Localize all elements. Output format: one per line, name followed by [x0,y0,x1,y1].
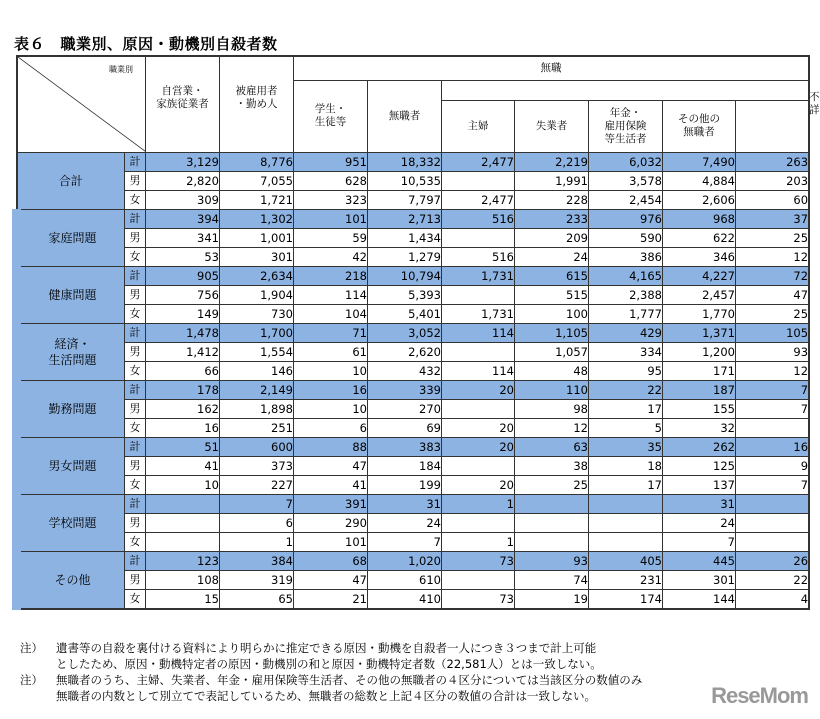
value-cell: 2,454 [589,190,663,209]
value-cell [442,285,515,304]
gender-label: 女 [125,589,146,609]
value-cell: 262 [663,437,736,456]
table-row [17,285,809,304]
value-cell: 53 [146,247,220,266]
value-cell: 162 [146,399,220,418]
value-cell: 114 [442,323,515,342]
value-cell [589,513,663,532]
value-cell: 429 [589,323,663,342]
value-cell: 95 [589,361,663,380]
gender-label: 女 [125,247,146,266]
value-cell: 410 [368,589,442,609]
value-cell: 301 [220,247,294,266]
value-cell: 25 [736,304,809,323]
value-cell: 1,434 [368,228,442,247]
value-cell: 101 [294,209,368,228]
value-cell: 20 [442,475,515,494]
value-cell: 3,052 [368,323,442,342]
value-cell: 516 [442,247,515,266]
value-cell: 123 [146,551,220,570]
value-cell: 98 [515,399,589,418]
value-cell: 1,302 [220,209,294,228]
value-cell: 2,606 [663,190,736,209]
value-cell: 1,991 [515,171,589,190]
value-cell: 19 [515,589,589,609]
value-cell: 93 [736,342,809,361]
value-cell [146,532,220,551]
value-cell: 71 [294,323,368,342]
table-row [17,551,809,570]
gender-label: 男 [125,399,146,418]
value-cell: 1,020 [368,551,442,570]
value-cell: 756 [146,285,220,304]
table-row [17,304,809,323]
table-row [17,190,809,209]
value-cell: 5,401 [368,304,442,323]
value-cell: 622 [663,228,736,247]
value-cell: 227 [220,475,294,494]
value-cell: 968 [663,209,736,228]
value-cell: 7 [736,399,809,418]
value-cell: 144 [663,589,736,609]
value-cell: 2,149 [220,380,294,399]
value-cell: 25 [515,475,589,494]
value-cell: 1 [442,532,515,551]
value-cell: 2,713 [368,209,442,228]
value-cell: 61 [294,342,368,361]
value-cell: 51 [146,437,220,456]
table-row [17,209,809,228]
gender-label: 男 [125,285,146,304]
value-cell: 171 [663,361,736,380]
value-cell: 1,412 [146,342,220,361]
category-label: その他 [17,551,125,609]
value-cell: 905 [146,266,220,285]
value-cell: 18 [589,456,663,475]
value-cell: 187 [663,380,736,399]
subgroup-spacer [442,80,809,100]
value-cell: 233 [515,209,589,228]
value-cell: 105 [736,323,809,342]
value-cell: 17 [589,399,663,418]
value-cell: 2,457 [663,285,736,304]
gender-label: 男 [125,513,146,532]
table-row [17,437,809,456]
value-cell [515,532,589,551]
table-row [17,532,809,551]
table-row [17,380,809,399]
value-cell: 37 [736,209,809,228]
gender-label: 男 [125,342,146,361]
col-job-seeker: 失業者 [515,100,589,152]
value-cell: 1,721 [220,190,294,209]
value-cell: 155 [663,399,736,418]
value-cell: 101 [294,532,368,551]
gender-label: 計 [125,380,146,399]
value-cell: 15 [146,589,220,609]
value-cell: 18,332 [368,152,442,171]
value-cell [736,532,809,551]
gender-label: 計 [125,152,146,171]
value-cell: 1,001 [220,228,294,247]
value-cell [146,494,220,513]
table-row [17,361,809,380]
value-cell: 88 [294,437,368,456]
table-row [17,570,809,589]
value-cell: 178 [146,380,220,399]
footnotes [20,640,642,704]
value-cell: 114 [294,285,368,304]
value-cell: 149 [146,304,220,323]
value-cell: 104 [294,304,368,323]
value-cell: 20 [442,437,515,456]
value-cell: 384 [220,551,294,570]
value-cell: 16 [736,437,809,456]
footnote-line: 遺書等の自殺を裏付ける資料により明らかに推定できる原因・動機を自殺者一人につき３つまで計上可能 [56,641,597,655]
value-cell: 209 [515,228,589,247]
value-cell: 290 [294,513,368,532]
corner-header [17,56,146,152]
value-cell [589,494,663,513]
value-cell: 2,219 [515,152,589,171]
value-cell: 47 [736,285,809,304]
footnote [20,640,642,672]
value-cell: 309 [146,190,220,209]
value-cell: 47 [294,570,368,589]
value-cell [442,456,515,475]
value-cell: 2,477 [442,190,515,209]
value-cell [442,171,515,190]
table-row [17,323,809,342]
value-cell: 1,105 [515,323,589,342]
value-cell [515,494,589,513]
value-cell: 199 [368,475,442,494]
suicide-statistics-table: 職業別 自営業・ 家族従業者 被雇用者 ・勤め人 無職 不詳 学生・ 生徒等 無職者 主婦 失業者 年金・ 雇用保険 等生活者 その他の 無職者 合計 計 3,129 8,776 951 18,332 2,477 2,219 6,032 7,490 263 男 2,820 7,055 628 10,535 1,991 3,578 4,884 203 女 309 1,721 323 7,797 2,477 228 2,454 2,606 60 家庭問題 計 394 1,302 101 2,713 516 233 976 968 37 男 341 1,001 59 1,434 209 590 622 25 女 53 301 42 1,279 516 24 386 346 12 健康問題 計 905 2,634 218 10,794 1,731 615 4,165 4,227 72 男 756 1,904 114 5,393 515 2,388 2,457 47 女 149 730 104 5,401 1,731 100 1,777 1,770 25 経済・ 生活問題 計 1,478 1,700 71 3,052 114 1,105 429 1,371 105 男 1,412 1,554 61 2,620 1,057 334 1,200 93 女 66 146 10 432 114 48 95 171 12 勤務問題 計 178 2,149 16 339 20 110 22 187 7 男 162 1,898 10 270 98 17 155 7 女 16 251 6 69 20 12 5 32 男女問題 計 51 600 88 383 20 63 35 262 16 男 41 373 47 184 38 18 125 9 女 10 227 41 199 20 25 17 137 7 学校問題 計 7 391 31 1 31 男 6 290 24 24 女 1 101 7 1 7 その他 計 123 384 68 1,020 73 93 405 445 26 男 108 319 47 610 74 231 301 22 女 15 65 21 410 73 19 174 144 4 [12,55,810,610]
value-cell: 1,478 [146,323,220,342]
value-cell: 68 [294,551,368,570]
value-cell: 251 [220,418,294,437]
col-student: 学生・ 生徒等 [294,80,368,152]
gender-label: 計 [125,551,146,570]
table-row [17,513,809,532]
value-cell: 22 [736,570,809,589]
value-cell: 270 [368,399,442,418]
value-cell: 319 [220,570,294,589]
value-cell: 323 [294,190,368,209]
value-cell: 7,490 [663,152,736,171]
col-housewife: 主婦 [442,100,515,152]
value-cell: 432 [368,361,442,380]
value-cell: 610 [368,570,442,589]
value-cell [736,418,809,437]
gender-label: 男 [125,228,146,247]
value-cell: 125 [663,456,736,475]
value-cell: 42 [294,247,368,266]
value-cell: 2,820 [146,171,220,190]
value-cell: 63 [515,437,589,456]
table-row [17,228,809,247]
value-cell: 20 [442,418,515,437]
gender-label: 計 [125,209,146,228]
table-row [17,399,809,418]
value-cell: 590 [589,228,663,247]
value-cell: 31 [368,494,442,513]
value-cell: 25 [736,228,809,247]
col-pension: 年金・ 雇用保険 等生活者 [589,100,663,152]
corner-label: 職業別 [109,65,133,74]
gender-label: 女 [125,418,146,437]
col-unemployed-group: 無職 [294,56,809,80]
value-cell: 4,227 [663,266,736,285]
value-cell: 21 [294,589,368,609]
value-cell: 1,770 [663,304,736,323]
value-cell: 137 [663,475,736,494]
gender-label: 女 [125,361,146,380]
table-row [17,494,809,513]
value-cell: 16 [294,380,368,399]
table-title: 表６ 職業別、原因・動機別自殺者数 [14,35,278,53]
col-employed: 被雇用者 ・勤め人 [220,56,294,152]
value-cell: 73 [442,589,515,609]
value-cell: 100 [515,304,589,323]
table-row [17,247,809,266]
value-cell: 334 [589,342,663,361]
value-cell: 3,578 [589,171,663,190]
value-cell: 4 [736,589,809,609]
value-cell: 1,777 [589,304,663,323]
table-row [17,418,809,437]
gender-label: 計 [125,266,146,285]
value-cell: 1,200 [663,342,736,361]
value-cell: 391 [294,494,368,513]
value-cell: 7 [220,494,294,513]
value-cell: 2,620 [368,342,442,361]
value-cell: 386 [589,247,663,266]
value-cell: 20 [442,380,515,399]
value-cell: 59 [294,228,368,247]
value-cell: 60 [736,190,809,209]
value-cell: 174 [589,589,663,609]
value-cell: 600 [220,437,294,456]
value-cell: 951 [294,152,368,171]
value-cell: 6 [294,418,368,437]
gender-label: 計 [125,323,146,342]
value-cell: 976 [589,209,663,228]
value-cell: 66 [146,361,220,380]
value-cell: 346 [663,247,736,266]
table-row [17,589,809,609]
value-cell: 4,165 [589,266,663,285]
col-self-employed: 自営業・ 家族従業者 [146,56,220,152]
gender-label: 計 [125,437,146,456]
value-cell: 263 [736,152,809,171]
table-row [17,152,809,171]
value-cell: 301 [663,570,736,589]
col-other-jobless: その他の 無職者 [663,100,736,152]
value-cell: 405 [589,551,663,570]
gender-label: 女 [125,475,146,494]
value-cell: 1,057 [515,342,589,361]
value-cell: 203 [736,171,809,190]
category-label: 男女問題 [17,437,125,494]
category-label: 学校問題 [17,494,125,551]
value-cell: 184 [368,456,442,475]
gender-label: 女 [125,190,146,209]
value-cell: 74 [515,570,589,589]
value-cell: 341 [146,228,220,247]
value-cell: 445 [663,551,736,570]
value-cell: 17 [589,475,663,494]
gender-label: 女 [125,532,146,551]
gender-label: 男 [125,171,146,190]
value-cell: 108 [146,570,220,589]
value-cell: 2,477 [442,152,515,171]
value-cell: 516 [442,209,515,228]
value-cell: 339 [368,380,442,399]
value-cell: 228 [515,190,589,209]
resemom-logo: ReseMom [711,683,808,708]
value-cell: 7,055 [220,171,294,190]
gender-label: 女 [125,304,146,323]
value-cell: 2,634 [220,266,294,285]
footnote [20,672,642,704]
value-cell: 4,884 [663,171,736,190]
value-cell: 383 [368,437,442,456]
value-cell: 10 [294,399,368,418]
value-cell: 7 [736,475,809,494]
value-cell: 394 [146,209,220,228]
gender-label: 計 [125,494,146,513]
value-cell: 35 [589,437,663,456]
value-cell: 110 [515,380,589,399]
value-cell: 1,700 [220,323,294,342]
category-label: 家庭問題 [17,209,125,266]
value-cell [736,494,809,513]
value-cell [442,570,515,589]
category-label: 健康問題 [17,266,125,323]
gender-label: 男 [125,456,146,475]
footnote-label: 注） [20,673,43,687]
value-cell: 373 [220,456,294,475]
table-row [17,456,809,475]
value-cell [736,513,809,532]
footnote-line: としたため、原因・動機特定者の原因・動機別の和と原因・動機特定者数（22,581人）とは一致しない。 [56,657,602,671]
value-cell: 38 [515,456,589,475]
value-cell: 41 [294,475,368,494]
value-cell: 10,794 [368,266,442,285]
value-cell: 615 [515,266,589,285]
value-cell: 10 [294,361,368,380]
value-cell: 24 [663,513,736,532]
value-cell [442,399,515,418]
value-cell: 65 [220,589,294,609]
footnote-line: 無職者のうち、主婦、失業者、年金・雇用保険等生活者、その他の無職者の４区分については当該区分の数値のみ [56,673,643,687]
value-cell: 114 [442,361,515,380]
value-cell: 1 [442,494,515,513]
value-cell: 41 [146,456,220,475]
value-cell: 8,776 [220,152,294,171]
value-cell: 6,032 [589,152,663,171]
value-cell: 12 [736,247,809,266]
value-cell: 515 [515,285,589,304]
value-cell: 24 [515,247,589,266]
value-cell: 730 [220,304,294,323]
value-cell: 12 [736,361,809,380]
value-cell: 24 [368,513,442,532]
category-label: 経済・ 生活問題 [17,323,125,380]
value-cell: 1 [220,532,294,551]
value-cell [442,342,515,361]
value-cell: 6 [220,513,294,532]
value-cell: 22 [589,380,663,399]
value-cell [442,228,515,247]
value-cell: 1,731 [442,304,515,323]
table-row [17,475,809,494]
value-cell [589,532,663,551]
category-label: 勤務問題 [17,380,125,437]
value-cell: 16 [146,418,220,437]
footnote-label: 注） [20,641,43,655]
value-cell: 93 [515,551,589,570]
value-cell: 31 [663,494,736,513]
value-cell: 5,393 [368,285,442,304]
gender-label: 男 [125,570,146,589]
value-cell [146,513,220,532]
table-row [17,171,809,190]
value-cell: 10,535 [368,171,442,190]
value-cell [442,513,515,532]
value-cell: 47 [294,456,368,475]
value-cell: 7 [663,532,736,551]
value-cell: 628 [294,171,368,190]
value-cell: 231 [589,570,663,589]
value-cell: 3,129 [146,152,220,171]
value-cell: 26 [736,551,809,570]
category-label: 合計 [17,152,125,209]
value-cell: 2,388 [589,285,663,304]
col-jobless: 無職者 [368,80,442,152]
value-cell: 10 [146,475,220,494]
value-cell: 218 [294,266,368,285]
value-cell: 1,898 [220,399,294,418]
value-cell: 1,731 [442,266,515,285]
table-row [17,266,809,285]
value-cell: 7,797 [368,190,442,209]
value-cell: 48 [515,361,589,380]
footnote-line: 無職者の内数として別立てで表記しているため、無職者の総数と上記４区分の数値の合計は一致しない。 [56,689,597,703]
value-cell [515,513,589,532]
value-cell: 32 [663,418,736,437]
value-cell: 72 [736,266,809,285]
value-cell: 73 [442,551,515,570]
value-cell: 7 [368,532,442,551]
value-cell: 12 [515,418,589,437]
value-cell: 146 [220,361,294,380]
value-cell: 9 [736,456,809,475]
value-cell: 1,279 [368,247,442,266]
table-row [17,342,809,361]
value-cell: 7 [736,380,809,399]
value-cell: 1,554 [220,342,294,361]
value-cell: 69 [368,418,442,437]
value-cell: 1,904 [220,285,294,304]
value-cell: 1,371 [663,323,736,342]
value-cell: 5 [589,418,663,437]
